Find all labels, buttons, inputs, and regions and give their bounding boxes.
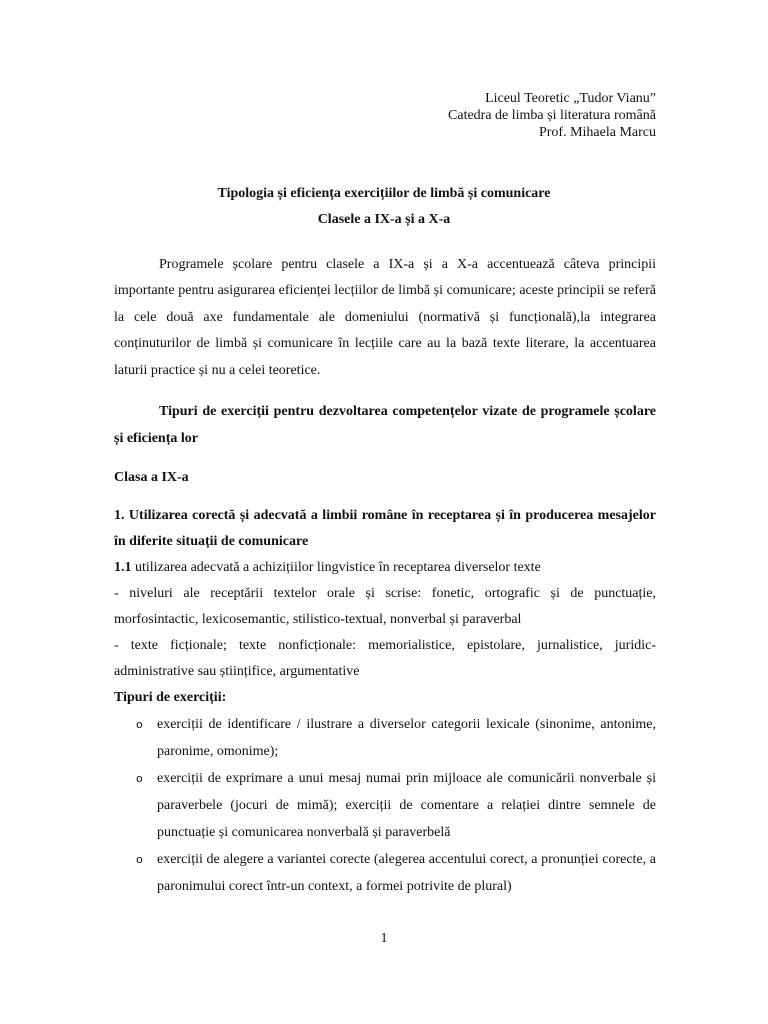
list-item-text: exerciții de exprimare a unui mesaj numai prin mijloace ale comunicării nonverbale și paraverbele (jocuri de mimă); exerciții de comentare a relației dintre semnele de punctuație și comunicarea nonverbală și paraverbelă <box>157 771 656 840</box>
list-item-text: exerciții de alegere a variantei corecte (alegerea accentului corect, a pronunției corecte, a paronimului corect într-un context, a formei potrivite de plural) <box>157 852 656 894</box>
department-name: Catedra de limba și literatura română <box>448 108 656 123</box>
subsection-line <box>114 555 656 581</box>
subsection-text: utilizarea adecvată a achizițiilor lingvistice în receptarea diverselor texte <box>131 560 541 575</box>
text-types-item: - texte ficționale; texte nonficționale: memorialistice, epistolare, jurnalistice, juridic-administrative sau științifice, argumentative <box>114 638 656 679</box>
section-heading: 1. Utilizarea corectă și adecvată a limbii române în receptarea și în producerea mesajelor în diferite situații de comunicare <box>114 508 656 549</box>
exercise-types-label: Tipuri de exerciții: <box>114 690 227 705</box>
document-subtitle: Clasele a IX-a și a X-a <box>317 212 451 227</box>
list-item <box>114 846 656 900</box>
reception-levels-item: - niveluri ale receptării textelor orale și scrise: fonetic, ortografic și de punctuație, morfosintactic, lexicosemantic, stilistico-textual, nonverbal și paraverbal <box>114 586 656 627</box>
list-item <box>114 711 656 765</box>
author-name: Prof. Mihaela Marcu <box>538 125 656 140</box>
exercise-types-heading: Tipuri de exerciții pentru dezvoltarea competențelor vizate de programele școlare și eficiența lor <box>114 404 656 446</box>
section-content <box>114 555 656 900</box>
school-name: Liceul Teoretic „Tudor Vianu” <box>485 91 656 106</box>
bullet-icon: o <box>136 718 143 731</box>
document-title: Tipologia și eficiența exercițiilor de limbă și comunicare <box>217 186 551 201</box>
list-item <box>114 765 656 846</box>
subsection-number: 1.1 <box>114 560 132 575</box>
class-heading: Clasa a IX-a <box>114 470 189 485</box>
bullet-icon: o <box>136 772 143 785</box>
bullet-icon: o <box>136 853 143 866</box>
document-header <box>448 90 656 141</box>
exercise-list <box>114 711 656 900</box>
page-number: 1 <box>380 931 388 946</box>
list-item-text: exerciții de identificare / ilustrare a diverselor categorii lexicale (sinonime, antonime, paronime, omonime); <box>157 717 656 759</box>
intro-paragraph: Programele școlare pentru clasele a IX-a și a X-a accentuează câteva principii importante pentru asigurarea eficienței lecțiilor de limbă și comunicare; aceste principii se referă la cele două axe fundamentale ale domeniului (normativă și funcțională),la integrarea conținuturilor de limbă și comunicare în lecțiile care au la bază texte literare, la accentuarea laturii practice și nu a celei teoretice. <box>114 257 656 378</box>
